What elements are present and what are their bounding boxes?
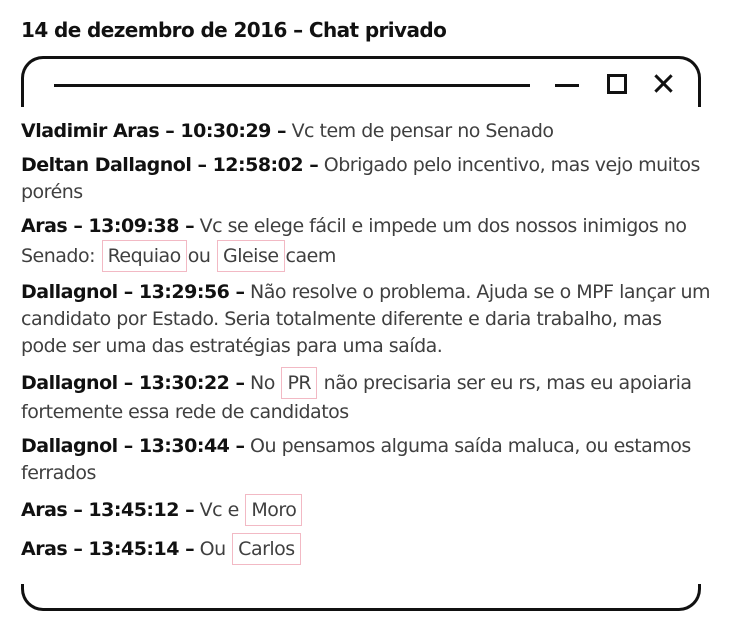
chat-message [21, 118, 711, 145]
message-header: Aras – 13:45:14 – [21, 538, 195, 560]
minimize-icon[interactable] [554, 70, 580, 96]
message-text: Vc e [199, 499, 239, 521]
close-icon[interactable] [651, 70, 677, 96]
chat-message [21, 494, 711, 526]
highlighted-name: Requiao [102, 240, 187, 272]
chat-window-bottom-border [21, 584, 701, 611]
message-text: Vc se elege fácil e impede um dos nossos inimigos no Senado: [21, 215, 687, 267]
message-text: caem [285, 245, 336, 267]
message-text: No [250, 372, 275, 394]
highlighted-name: Carlos [232, 533, 301, 565]
message-header: Vladimir Aras – 10:30:29 – [21, 120, 287, 142]
message-text: Ou [199, 538, 226, 560]
chat-message [21, 533, 711, 565]
message-header: Aras – 13:45:12 – [21, 499, 195, 521]
title-bar-line [54, 84, 530, 87]
message-text: Obrigado pelo incentivo, mas vejo muitos poréns [21, 154, 700, 203]
message-header: Dallagnol – 13:30:44 – [21, 435, 245, 457]
message-header: Dallagnol – 13:29:56 – [21, 281, 245, 303]
chat-message [21, 433, 711, 487]
maximize-icon[interactable] [604, 70, 630, 96]
message-header: Aras – 13:09:38 – [21, 215, 195, 237]
chat-window-titlebar [21, 56, 701, 107]
highlighted-name: Moro [245, 494, 302, 526]
chat-message [21, 367, 711, 426]
highlighted-name: Gleise [217, 240, 285, 272]
message-header: Deltan Dallagnol – 12:58:02 – [21, 154, 319, 176]
chat-message [21, 213, 711, 272]
chat-log [21, 118, 711, 572]
message-text: ou [187, 245, 211, 267]
page-title: 14 de dezembro de 2016 – Chat privado [21, 18, 447, 42]
message-text: Não resolve o problema. Ajuda se o MPF lançar um candidato por Estado. Seria totalmente diferente e daria trabalho, mas pode ser uma das estratégias para uma saída. [21, 281, 711, 357]
message-text: Vc tem de pensar no Senado [291, 120, 554, 142]
highlighted-name: PR [281, 367, 317, 399]
message-text: Ou pensamos alguma saída maluca, ou estamos ferrados [21, 435, 691, 484]
message-text: não precisaria ser eu rs, mas eu apoiaria fortemente essa rede de candidatos [21, 372, 692, 423]
chat-message [21, 152, 711, 206]
message-header: Dallagnol – 13:30:22 – [21, 372, 245, 394]
chat-message [21, 279, 711, 360]
